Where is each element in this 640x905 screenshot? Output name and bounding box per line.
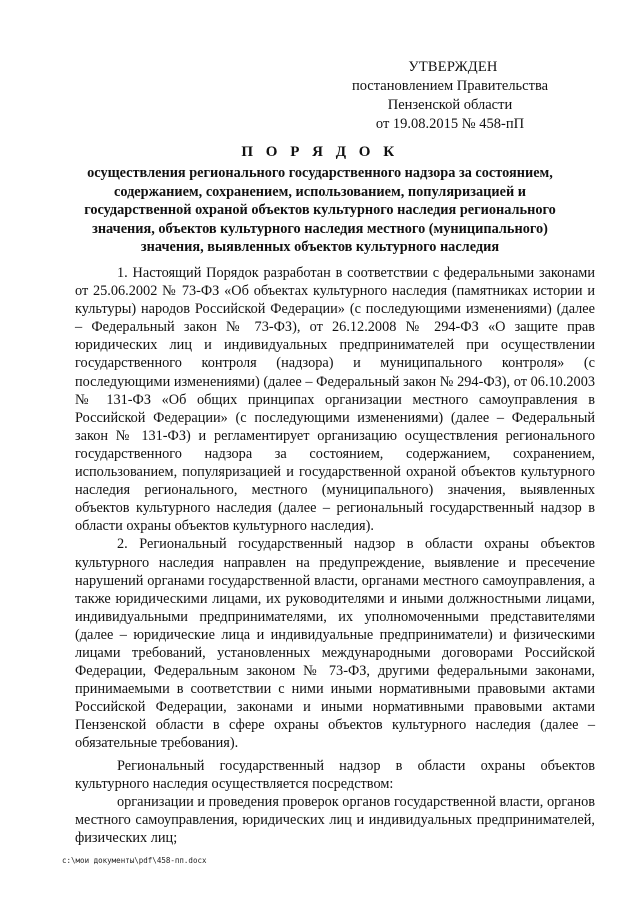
paragraph-1: 1. Настоящий Порядок разработан в соответствии с федеральными законами от 25.06.2002 № 73-ФЗ «Об объектах культурного наследия (памятниках истории и культуры) народов Российской Федерации» (с последующими изменениями) (далее – Федеральный закон № 73-ФЗ), от 26.12.2008 № 294-ФЗ «О защите прав юридических лиц и индивидуальных предпринимателей при осуществлении государственного контроля (надзора) и муниципального контроля» (с последующими изменениями) (далее – Федеральный закон № 294-ФЗ), от 06.10.2003 № 131-ФЗ «Об общих принципах организации местного самоуправления в Российской Федерации» (с последующими изменениями) (далее – Федеральный закон № 131-ФЗ) и регламентирует организацию осуществления регионального государственного надзора за состоянием, содержанием, сохранением, использованием, популяризацией и государственной охраной объектов культурного наследия регионального, местного (муниципального) значения, выявленных объектов культурного наследия (далее – региональный государственный надзор в области охраны объектов культурного наследия).	[75, 265, 595, 535]
document-heading	[60, 142, 580, 257]
footer-file-path: c:\мои документы\pdf\458-пп.docx	[62, 856, 207, 865]
approval-line-decree: постановлением Правительства	[351, 78, 549, 94]
paragraph-3: Региональный государственный надзор в области охраны объектов культурного наследия осуществляется посредством:	[75, 757, 595, 792]
approval-line-region: Пензенской области	[387, 97, 513, 113]
document-title: П О Р Я Д О К	[241, 144, 399, 160]
paragraph-2: 2. Региональный государственный надзор в области охраны объектов культурного наследия направлен на предупреждение, выявление и пресечение нарушений органами государственной власти, органами местного самоуправления, а также юридическими лицами, их руководителями и иными должностными лицами, индивидуальными предпринимателями, их уполномоченными представителями (далее – юридические лица и индивидуальные предприниматели) и физическими лицами требований, установленных международными договорами Российской Федерации, Федеральным законом № 73-ФЗ, другими федеральными законами, принимаемыми в соответствии с ними иными нормативными правовыми актами Российской Федерации, законами и иными нормативными правовыми актами Пензенской области в сфере охраны объектов культурного наследия (далее – обязательные требования).	[75, 536, 595, 752]
document-body	[75, 264, 595, 847]
paragraph-4: организации и проведения проверок органов государственной власти, органов местного самоуправления, юридических лиц и индивидуальных предпринимателей, физических лиц;	[75, 793, 595, 846]
approval-line-date-number: от 19.08.2015 № 458-пП	[375, 116, 525, 132]
approval-stamp	[340, 58, 560, 134]
approval-title: УТВЕРЖДЕН	[408, 59, 498, 75]
document-subtitle: осуществления регионального государственного надзора за состоянием, содержанием, сохранением, использованием, популяризацией и государственной охраной объектов культурного наследия регионального значения, объектов культурного наследия местного (муниципального) значения, выявленных объектов культурного наследия	[84, 165, 556, 256]
